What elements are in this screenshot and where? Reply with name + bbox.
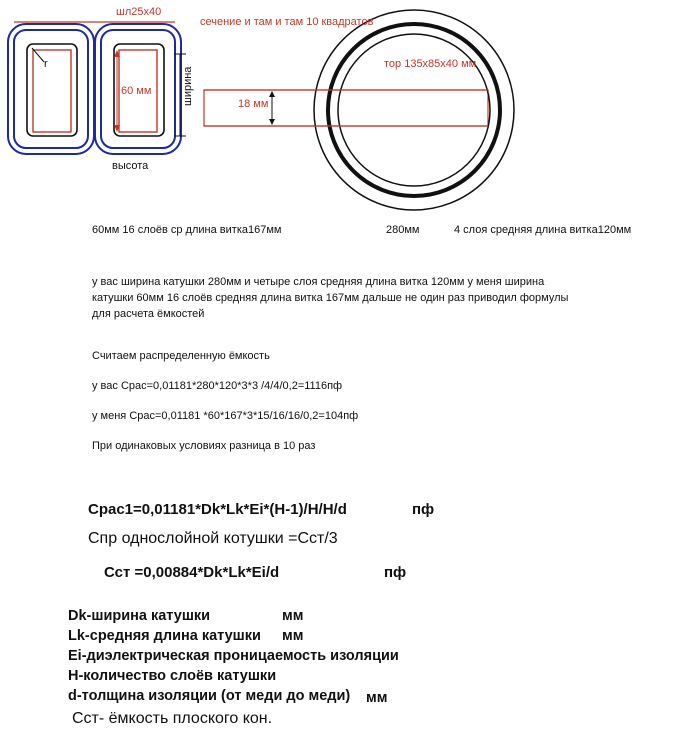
legend-lk-unit: мм (282, 628, 304, 644)
spec-right: 4 слоя средняя длина витка120мм (454, 224, 632, 236)
spec-left: 60мм 16 слоёв ср длина витка167мм (92, 224, 282, 236)
para-line-2: катушки 60мм 16 слоёв средняя длина витка 167мм дальше не один раз приводил формулы (92, 292, 569, 304)
calc-mine: у меня Срас=0,01181 *60*167*3*15/16/16/0,2=104пф (92, 410, 359, 422)
legend-dk: Dk-ширина катушки (68, 608, 211, 624)
calc-title: Считаем распределенную ёмкость (92, 350, 270, 362)
label-60mm: 60 мм (121, 85, 152, 97)
legend-cst: Сст- ёмкость плоского кон. (72, 710, 273, 727)
formula-3: Сст =0,00884*Dk*Lk*Ei/d (104, 564, 280, 581)
left-window (27, 44, 77, 136)
toroid-hole (338, 34, 490, 186)
formula-3-unit: пф (384, 564, 407, 581)
coil-diagram (0, 0, 684, 230)
label-shl: шл25х40 (116, 6, 162, 18)
spec-mid: 280мм (386, 224, 420, 236)
legend-d-unit: мм (366, 690, 388, 706)
conclusion: При одинаковых условиях разница в 10 раз (92, 440, 316, 452)
label-height: высота (112, 160, 149, 172)
legend-dk-unit: мм (282, 608, 304, 624)
label-r: r (44, 58, 48, 70)
toroid-outer (314, 10, 514, 210)
toroid-inner-thick (328, 24, 500, 196)
legend-ei: Ei-диэлектрическая проницаемость изоляции (68, 648, 399, 664)
label-width: ширина (182, 66, 194, 106)
label-toroid: тор 135х85х40 мм (384, 58, 477, 70)
para-line-3: для расчета ёмкостей (92, 308, 205, 320)
legend-d: d-толщина изоляции (от меди до меди) (68, 688, 351, 704)
para-line-1: у вас ширина катушки 280мм и четыре слоя средняя длина витка 120мм у меня ширина (92, 276, 545, 288)
label-section: сечение и там и там 10 квадратов (200, 16, 374, 28)
legend-lk: Lk-средняя длина катушки (68, 628, 261, 644)
legend-h: Н-количество слоёв катушки (68, 668, 277, 684)
calc-yours: у вас Срас=0,01181*280*120*3*3 /4/4/0,2=1116пф (92, 380, 343, 392)
label-18mm: 18 мм (238, 98, 269, 110)
formula-1-unit: пф (412, 501, 435, 518)
formula-2: Спр однослойной котушки =Сст/3 (88, 530, 338, 547)
left-section (33, 50, 71, 132)
formula-1: Срас1=0,01181*Dk*Lk*Ei*(H-1)/H/H/d (88, 501, 347, 518)
